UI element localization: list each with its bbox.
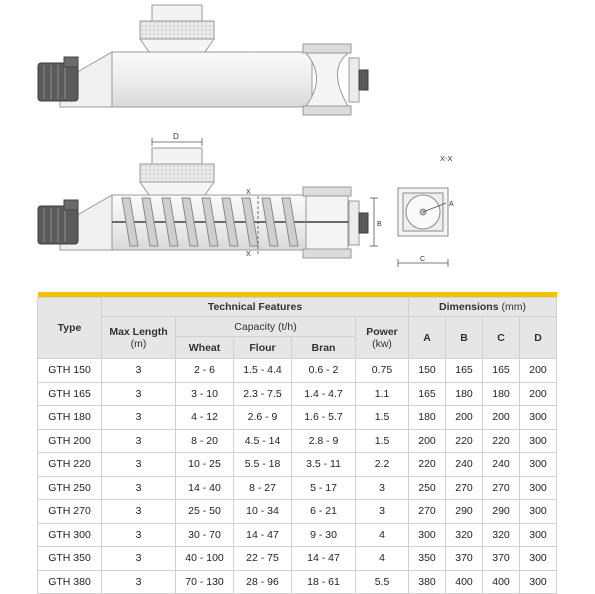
cell-wheat: 40 - 100: [176, 547, 234, 571]
table-row: [38, 406, 557, 430]
cell-type: GTH 250: [38, 476, 102, 500]
header-d: D: [520, 317, 557, 359]
cell-max-length: 3: [102, 570, 176, 594]
header-power-unit: (kw): [372, 337, 392, 350]
cell-max-length: 3: [102, 359, 176, 383]
cell-d: 300: [520, 429, 557, 453]
cell-wheat: 30 - 70: [176, 523, 234, 547]
cell-b: 180: [446, 382, 483, 406]
cell-power: 4: [356, 523, 409, 547]
cell-c: 370: [483, 547, 520, 571]
cell-bran: 1.6 - 5.7: [292, 406, 356, 430]
cell-flour: 2.3 - 7.5: [234, 382, 292, 406]
table-row: [38, 570, 557, 594]
cell-a: 150: [409, 359, 446, 383]
header-b: B: [446, 317, 483, 359]
cell-c: 220: [483, 429, 520, 453]
dim-label-a: A: [449, 201, 454, 208]
cell-bran: 9 - 30: [292, 523, 356, 547]
table-row: [38, 429, 557, 453]
table-row: [38, 382, 557, 406]
table-row: [38, 500, 557, 524]
cell-wheat: 8 - 20: [176, 429, 234, 453]
cell-a: 350: [409, 547, 446, 571]
cell-a: 220: [409, 453, 446, 477]
table-row: [38, 547, 557, 571]
conveyor-section-view: [38, 148, 368, 258]
cell-power: 4: [356, 547, 409, 571]
cell-type: GTH 165: [38, 382, 102, 406]
header-power-label: Power: [366, 325, 398, 338]
header-power: [356, 317, 409, 359]
table-row: [38, 476, 557, 500]
cell-b: 270: [446, 476, 483, 500]
cell-flour: 8 - 27: [234, 476, 292, 500]
header-max-length-label: Max Length: [109, 325, 168, 338]
cell-flour: 28 - 96: [234, 570, 292, 594]
dim-label-c: C: [420, 256, 426, 263]
cell-bran: 6 - 21: [292, 500, 356, 524]
cell-wheat: 2 - 6: [176, 359, 234, 383]
table-row: [38, 359, 557, 383]
cell-b: 370: [446, 547, 483, 571]
cell-c: 180: [483, 382, 520, 406]
cell-wheat: 4 - 12: [176, 406, 234, 430]
cell-d: 300: [520, 453, 557, 477]
cell-bran: 0.6 - 2: [292, 359, 356, 383]
cell-max-length: 3: [102, 429, 176, 453]
cell-power: 5.5: [356, 570, 409, 594]
cell-type: GTH 380: [38, 570, 102, 594]
header-dimensions: [409, 298, 557, 317]
cell-type: GTH 220: [38, 453, 102, 477]
header-type: Type: [38, 298, 102, 359]
cell-d: 300: [520, 500, 557, 524]
header-flour: Flour: [234, 337, 292, 359]
cell-max-length: 3: [102, 406, 176, 430]
cell-power: 3: [356, 500, 409, 524]
screw-conveyor-drawing: [0, 0, 595, 290]
cell-type: GTH 270: [38, 500, 102, 524]
cell-d: 200: [520, 382, 557, 406]
cell-c: 270: [483, 476, 520, 500]
header-max-length: [102, 317, 176, 359]
cell-wheat: 25 - 50: [176, 500, 234, 524]
cell-c: 290: [483, 500, 520, 524]
cell-bran: 2.8 - 9: [292, 429, 356, 453]
cell-type: GTH 350: [38, 547, 102, 571]
cell-max-length: 3: [102, 382, 176, 406]
cell-wheat: 3 - 10: [176, 382, 234, 406]
cell-wheat: 10 - 25: [176, 453, 234, 477]
cell-bran: 1.4 - 4.7: [292, 382, 356, 406]
cell-flour: 5.5 - 18: [234, 453, 292, 477]
table-row: [38, 523, 557, 547]
cell-d: 200: [520, 359, 557, 383]
cell-max-length: 3: [102, 476, 176, 500]
cell-flour: 2.6 - 9: [234, 406, 292, 430]
cell-type: GTH 180: [38, 406, 102, 430]
cell-b: 240: [446, 453, 483, 477]
cell-power: 1.5: [356, 429, 409, 453]
cell-max-length: 3: [102, 523, 176, 547]
cell-type: GTH 150: [38, 359, 102, 383]
cell-a: 250: [409, 476, 446, 500]
dim-label-x-top: X: [246, 189, 251, 196]
cell-c: 165: [483, 359, 520, 383]
cell-flour: 1.5 - 4.4: [234, 359, 292, 383]
cell-a: 200: [409, 429, 446, 453]
cell-b: 220: [446, 429, 483, 453]
cell-c: 400: [483, 570, 520, 594]
cell-d: 300: [520, 476, 557, 500]
cell-b: 165: [446, 359, 483, 383]
cell-b: 290: [446, 500, 483, 524]
cell-power: 1.1: [356, 382, 409, 406]
header-dimensions-unit: (mm): [501, 301, 526, 313]
header-capacity: Capacity (t/h): [176, 317, 356, 337]
header-dimensions-label: Dimensions: [439, 301, 499, 313]
cell-max-length: 3: [102, 547, 176, 571]
cell-power: 2.2: [356, 453, 409, 477]
technical-features-table: [37, 292, 557, 594]
cell-d: 300: [520, 406, 557, 430]
cell-b: 320: [446, 523, 483, 547]
cell-flour: 4.5 - 14: [234, 429, 292, 453]
header-wheat: Wheat: [176, 337, 234, 359]
cell-a: 300: [409, 523, 446, 547]
cell-d: 300: [520, 523, 557, 547]
header-a: A: [409, 317, 446, 359]
header-bran: Bran: [292, 337, 356, 359]
cell-a: 180: [409, 406, 446, 430]
cell-power: 3: [356, 476, 409, 500]
dim-label-b: B: [377, 221, 382, 228]
cell-bran: 14 - 47: [292, 547, 356, 571]
dim-label-d: D: [173, 132, 179, 141]
cell-power: 1.5: [356, 406, 409, 430]
cell-c: 200: [483, 406, 520, 430]
cell-type: GTH 200: [38, 429, 102, 453]
cell-flour: 14 - 47: [234, 523, 292, 547]
cell-flour: 22 - 75: [234, 547, 292, 571]
cell-flour: 10 - 34: [234, 500, 292, 524]
table-body: [38, 359, 557, 594]
cell-wheat: 14 - 40: [176, 476, 234, 500]
cell-b: 200: [446, 406, 483, 430]
cell-power: 0.75: [356, 359, 409, 383]
cell-a: 380: [409, 570, 446, 594]
cell-max-length: 3: [102, 500, 176, 524]
cell-wheat: 70 - 130: [176, 570, 234, 594]
cell-bran: 3.5 - 11: [292, 453, 356, 477]
header-max-length-unit: (m): [130, 337, 147, 350]
dim-label-x-bottom: X: [246, 251, 251, 258]
table-row: [38, 453, 557, 477]
cell-d: 300: [520, 570, 557, 594]
cell-bran: 18 - 61: [292, 570, 356, 594]
cell-a: 165: [409, 382, 446, 406]
header-technical-features: Technical Features: [102, 298, 409, 317]
cell-c: 320: [483, 523, 520, 547]
header-c: C: [483, 317, 520, 359]
cell-d: 300: [520, 547, 557, 571]
cell-c: 240: [483, 453, 520, 477]
cell-bran: 5 - 17: [292, 476, 356, 500]
cell-a: 270: [409, 500, 446, 524]
conveyor-top-view: [38, 5, 368, 115]
cell-type: GTH 300: [38, 523, 102, 547]
section-title: X-X: [440, 154, 453, 163]
cell-b: 400: [446, 570, 483, 594]
cell-max-length: 3: [102, 453, 176, 477]
